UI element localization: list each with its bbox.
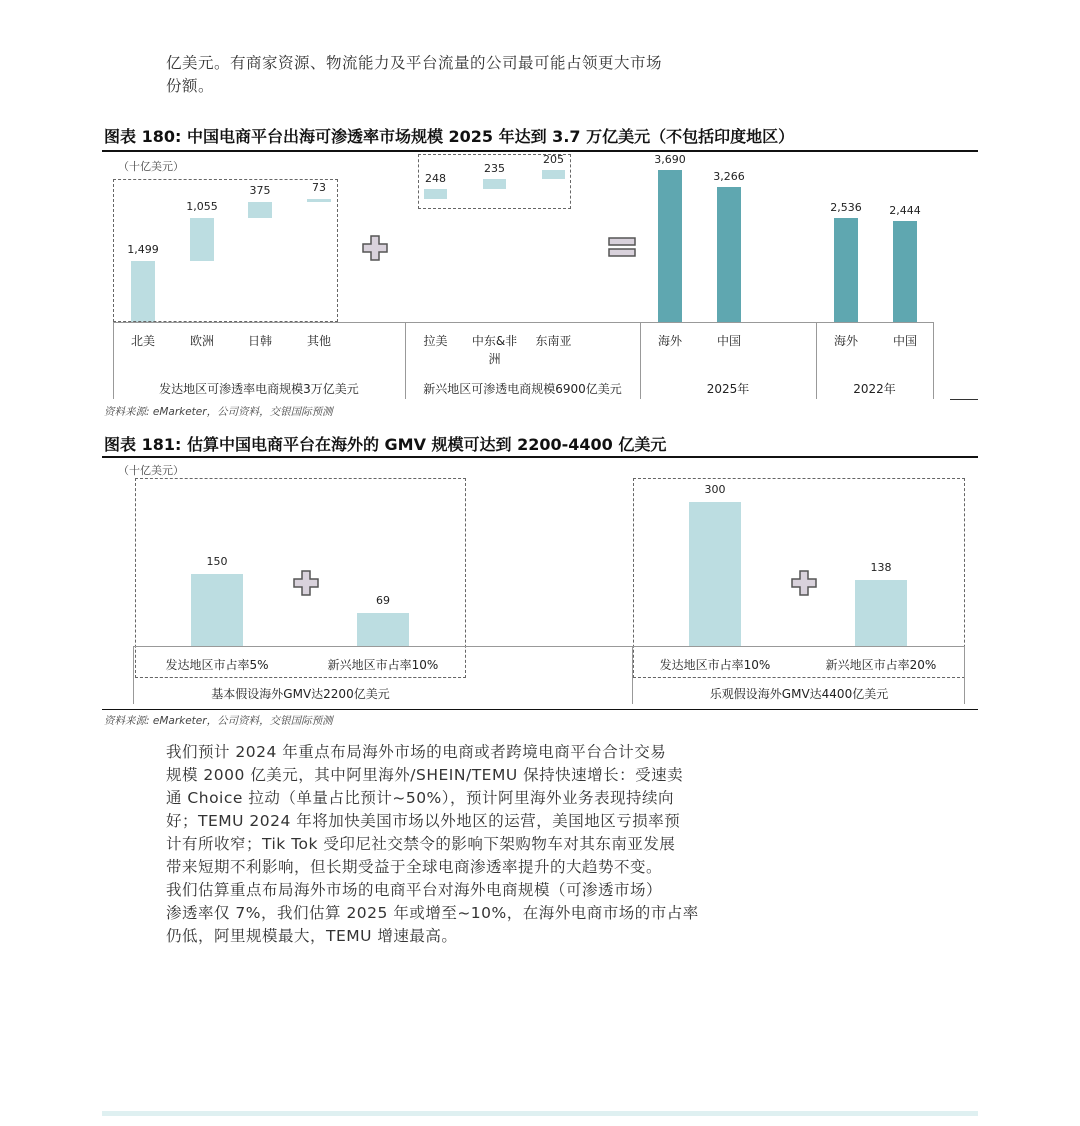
figure-180-title: 图表 180: 中国电商平台出海可渗透率市场规模 2025 年达到 3.7 万亿美元（不包括印度地区） [104, 127, 795, 146]
data-label: 3,266 [713, 170, 745, 184]
category-label: 新兴地区市占率10% [327, 658, 439, 672]
category-label: 其他 [306, 334, 331, 348]
figure-180-top-rule [102, 150, 978, 152]
data-label: 138 [870, 560, 892, 574]
fig181-axis-line [133, 646, 965, 647]
body-paragraph [166, 741, 746, 948]
group-label-2022: 2022年 [853, 382, 896, 396]
plus-icon [362, 235, 388, 261]
category-label-line: 中东&非 [471, 334, 518, 348]
footer-band [102, 1111, 978, 1116]
data-label: 375 [249, 184, 271, 198]
data-label: 205 [543, 153, 564, 167]
data-label: 73 [312, 181, 326, 195]
data-label: 69 [376, 593, 390, 607]
body-line: 我们估算重点布局海外市场的电商平台对海外电商规模（可渗透市场） [166, 881, 663, 899]
category-label: 发达地区市占率10% [659, 658, 771, 672]
bar-scenario [855, 580, 907, 646]
category-label: 北美 [130, 334, 155, 348]
figure-181-title: 图表 181: 估算中国电商平台在海外的 GMV 规模可达到 2200-4400 亿美元 [104, 435, 667, 454]
category-label: 海外 [657, 334, 682, 348]
scenario-label-base: 基本假设海外GMV达2200亿美元 [211, 687, 390, 701]
figure-181-source: 资料来源: eMarketer，公司资料，交银国际预测 [104, 715, 333, 727]
intro-line-1: 亿美元。有商家资源、物流能力及平台流量的公司最可能占领更大市场 [166, 54, 663, 72]
figure-181-unit: （十亿美元） [118, 464, 184, 477]
scenario-separator [135, 677, 466, 678]
data-label: 248 [425, 171, 446, 185]
category-label [519, 332, 589, 350]
data-label: 300 [704, 483, 726, 496]
emerging-dashed-box [418, 154, 571, 209]
body-line: 仍低，阿里规模最大，TEMU 增速最高。 [166, 927, 458, 945]
category-label: 中国 [716, 334, 741, 348]
bar-total [658, 170, 682, 322]
category-label: 海外 [833, 334, 858, 348]
scenario-separator [633, 677, 965, 678]
scenario-label-optimistic: 乐观假设海外GMV达4400亿美元 [709, 687, 889, 701]
intro-paragraph [166, 52, 746, 98]
category-label: 新兴地区市占率20% [825, 658, 937, 672]
intro-line-2: 份额。 [166, 77, 215, 95]
plus-icon [293, 570, 319, 596]
plus-icon [791, 570, 817, 596]
fig180-end-rule [950, 399, 978, 400]
developed-dashed-box [113, 179, 338, 322]
body-line: 我们预计 2024 年重点布局海外市场的电商或者跨境电商平台合计交易 [166, 743, 667, 761]
bar-total [834, 218, 858, 322]
data-label: 3,690 [654, 152, 686, 166]
figure-180-unit: （十亿美元） [118, 160, 184, 173]
category-label: 欧洲 [189, 334, 214, 348]
body-line: 渗透率仅 7%，我们估算 2025 年或增至~10%，在海外电商市场的市占率 [166, 904, 699, 922]
group-label-2025: 2025年 [706, 382, 750, 396]
figure-180-source: 资料来源: eMarketer，公司资料，交银国际预测 [104, 406, 333, 418]
bar-total [717, 187, 741, 322]
body-line: 带来短期不利影响，但长期受益于全球电商渗透率提升的大趋势不变。 [166, 858, 663, 876]
figure-181-top-rule [102, 456, 978, 458]
equals-icon [608, 236, 636, 258]
category-label-line: 洲 [488, 352, 501, 366]
fig181-divider [133, 646, 134, 704]
category-label: 中国 [892, 334, 917, 348]
body-line: 通 Choice 拉动（单量占比预计~50%），预计阿里海外业务表现持续向 [166, 789, 675, 807]
group-label-emerging: 新兴地区可渗透电商规模6900亿美元 [423, 382, 622, 396]
body-line: 好；TEMU 2024 年将加快美国市场以外地区的运营，美国地区亏损率预 [166, 812, 681, 830]
bar-total [893, 221, 917, 322]
data-label: 1,499 [127, 242, 159, 256]
data-label: 150 [206, 555, 228, 568]
figure-181-bottom-rule [102, 709, 978, 710]
fig180-divider [933, 322, 934, 399]
category-label: 日韩 [247, 334, 272, 348]
bar-scenario [689, 502, 741, 646]
group-label-developed: 发达地区可渗透率电商规模3万亿美元 [159, 382, 359, 396]
body-line: 规模 2000 亿美元，其中阿里海外/SHEIN/TEMU 保持快速增长：受速卖 [166, 766, 684, 784]
data-label: 2,444 [889, 204, 921, 218]
category-label: 发达地区市占率5% [165, 658, 269, 672]
bar-scenario [357, 613, 409, 646]
fig180-axis-line [113, 322, 934, 323]
data-label: 235 [484, 161, 505, 175]
category-label-line: 拉美 [423, 334, 448, 348]
bar-scenario [191, 574, 243, 646]
data-label: 2,536 [830, 200, 862, 214]
body-line: 计有所收窄；Tik Tok 受印尼社交禁令的影响下架购物车对其东南亚发展 [166, 835, 676, 853]
data-label: 1,055 [186, 199, 218, 213]
category-label-line: 东南亚 [535, 334, 572, 348]
